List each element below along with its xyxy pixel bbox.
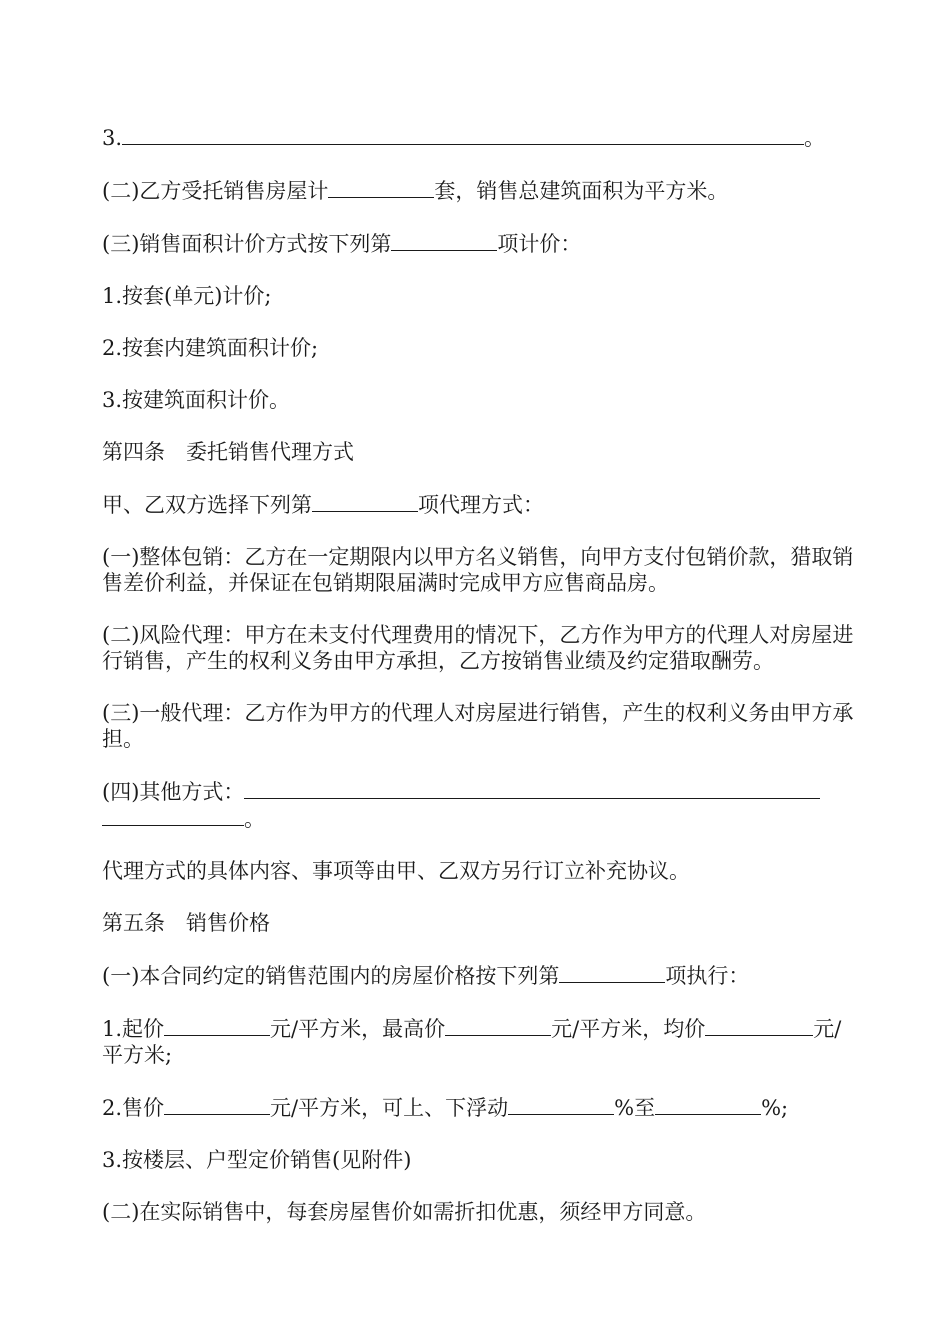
option-2: 2.按套内建筑面积计价; [102, 336, 319, 360]
blank-field [312, 491, 418, 512]
blank-field [445, 1015, 551, 1036]
clause-text: 元/平方米，均价 [551, 1017, 706, 1041]
blank-field [391, 230, 497, 251]
option-3: 3.按建筑面积计价。 [102, 388, 291, 412]
line-item-3 [102, 124, 854, 151]
clause-text: (四)其他方式： [102, 780, 245, 804]
agency-type-1: (一)整体包销：乙方在一定期限内以甲方名义销售，向甲方支付包销价款，猎取销售差价利益，并保证在包销期限届满时完成甲方应售商品房。 [102, 545, 854, 595]
article-4-title: 第四条 委托销售代理方式 [102, 440, 354, 464]
price-option-3: 3.按楼层、户型定价销售(见附件) [102, 1148, 412, 1172]
clause-text: %; [761, 1096, 789, 1120]
clause-text: 元/平方米，最高价 [270, 1017, 446, 1041]
agency-type-2: (二)风险代理：甲方在未支付代理费用的情况下，乙方作为甲方的代理人对房屋进行销售，产生的权利义务由甲方承担，乙方按销售业绩及约定猎取酬劳。 [102, 623, 854, 673]
line-suffix: 。 [804, 126, 826, 150]
price-option-2 [102, 1094, 854, 1121]
clause-text: 套，销售总建筑面积为平方米。 [434, 179, 729, 203]
clause-text: 1.起价 [102, 1017, 165, 1041]
clause-text: (三)销售面积计价方式按下列第 [102, 232, 392, 256]
clause-text: (一)本合同约定的销售范围内的房屋价格按下列第 [102, 964, 560, 988]
clause-2-units [102, 177, 854, 204]
blank-field [244, 778, 820, 799]
agency-supplement: 代理方式的具体内容、事项等由甲、乙双方另行订立补充协议。 [102, 859, 690, 883]
clause-text: 项执行： [665, 964, 750, 988]
discount-clause: (二)在实际销售中，每套房屋售价如需折扣优惠，须经甲方同意。 [102, 1200, 707, 1224]
blank-field [559, 962, 665, 983]
item-number: 3. [102, 126, 123, 150]
option-1: 1.按套(单元)计价; [102, 284, 272, 308]
document-page [102, 124, 854, 1251]
blank-field [705, 1015, 777, 1036]
blank-field [328, 177, 434, 198]
blank-field [655, 1094, 761, 1115]
agency-type-4 [102, 778, 854, 832]
clause-text: 元/平方米; [102, 1017, 842, 1067]
clause-text: %至 [614, 1096, 656, 1120]
blank-field [164, 1015, 270, 1036]
blank-field [102, 805, 244, 826]
article-5-title: 第五条 销售价格 [102, 911, 270, 935]
clause-3-pricing-method [102, 230, 854, 257]
clause-text: 项代理方式： [418, 493, 544, 517]
clause-text: 甲、乙双方选择下列第 [102, 493, 312, 517]
agency-type-3: (三)一般代理：乙方作为甲方的代理人对房屋进行销售，产生的权利义务由甲方承担。 [102, 701, 854, 751]
blank-field [508, 1094, 614, 1115]
blank-field [122, 124, 804, 145]
line-suffix: 。 [244, 807, 265, 831]
clause-text: 项计价： [497, 232, 582, 256]
blank-field [164, 1094, 270, 1115]
price-option-1 [102, 1015, 854, 1068]
clause-text: (二)乙方受托销售房屋计 [102, 179, 329, 203]
price-clause-1 [102, 962, 854, 989]
blank-field [777, 1015, 813, 1036]
clause-text: 2.售价 [102, 1096, 165, 1120]
agency-choice [102, 491, 854, 518]
clause-text: 元/平方米，可上、下浮动 [270, 1096, 509, 1120]
